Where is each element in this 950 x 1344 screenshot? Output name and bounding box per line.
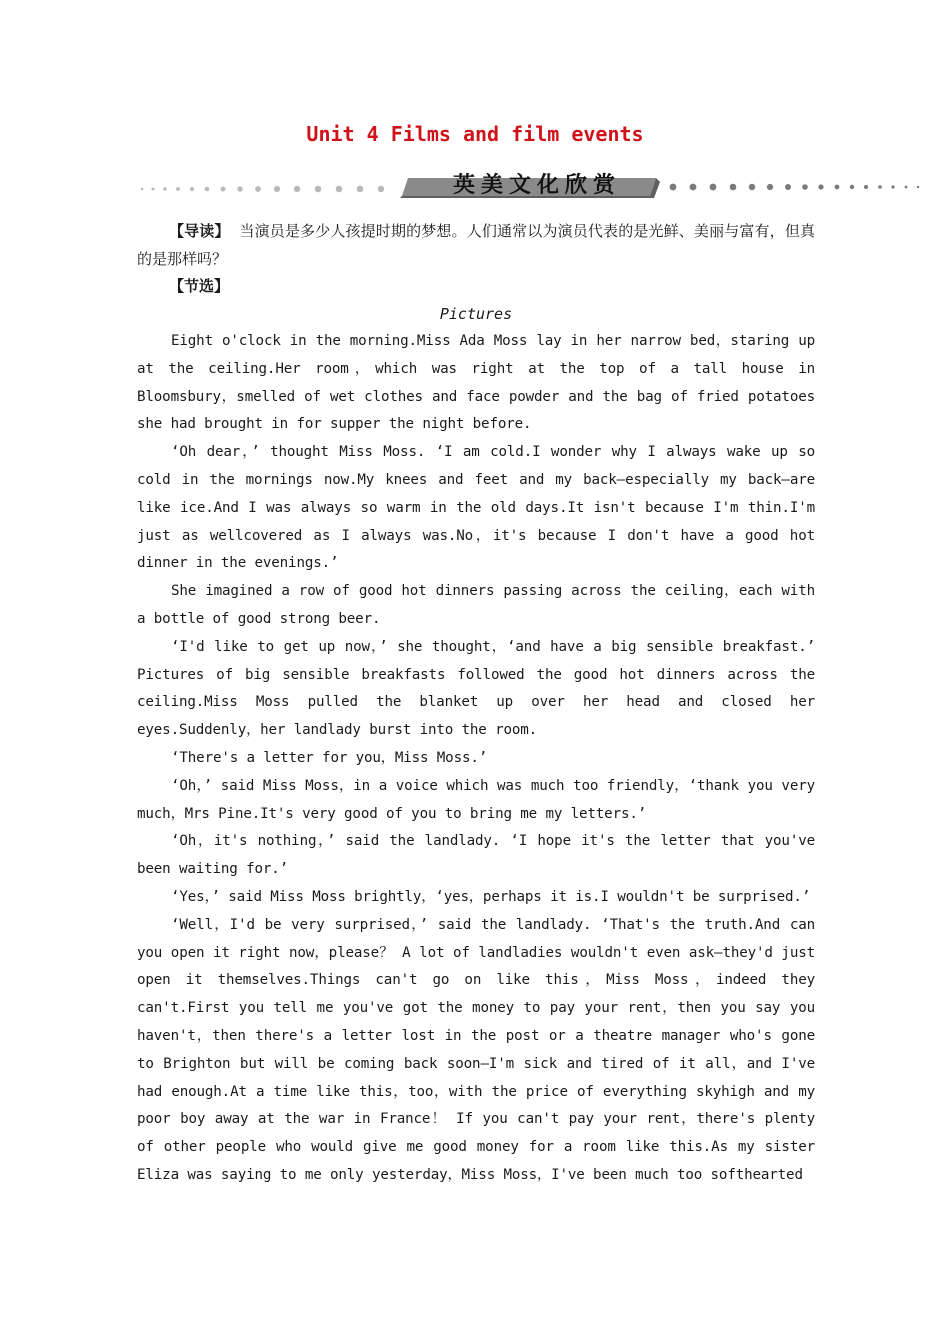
story-paragraph: ‘Oh，’ said Miss Moss，in a voice which was much too friendly，‘thank you very much，Mrs Pine.It's very good of you to bring me my letters.’ [137,777,815,822]
story-paragraph: ‘Oh，it's nothing，’ said the landlady. ‘I hope it's the letter that you've been waiting for.’ [137,833,815,878]
excerpt-tag-line [137,273,815,301]
story-paragraph: ‘There's a letter for you，Miss Moss.’ [171,749,488,766]
story-paragraph: She imagined a row of good hot dinners passing across the ceiling，each with a bottle of good strong beer. [137,583,815,627]
story-paragraph: Eight o'clock in the morning.Miss Ada Moss lay in her narrow bed，staring up at the ceiling.Her room，which was right at the top of a tall house in Bloomsbury，smelled of wet clothes and face powder and the bag of fried potatoes she had brought in for supper the night before. [137,333,815,433]
unit-title: Unit 4 Films and film events [306,122,644,146]
section-banner [138,168,928,198]
excerpt-tag: 【节选】 [169,277,230,295]
story-paragraph: ‘I'd like to get up now，’ she thought，‘and have a big sensible breakfast.’ Pictures of big sensible breakfasts followed the good hot dinners across the ceiling.Miss Moss pulled the blanket up over her head and closed her eyes.Suddenly，her landlady burst into the room. [137,638,815,739]
story-title: Pictures [439,304,513,323]
story-paragraph: ‘Well，I'd be very surprised，’ said the landlady. ‘That's the truth.And can you open it right now，please？ A lot of landladies wouldn't even ask—they'd just open it themselves.Things can't go on like this，Miss Moss，indeed they can't.First you tell me you've got the money to pay your rent，then you say you haven't，then there's a letter lost in the post or a theatre manager who's gone to Brighton but will be coming back soon—I'm sick and tired of it all，and I've had enough.At a time like this，too，with the price of everything skyhigh and my poor boy away at the war in France！ If you can't pay your rent，there's plenty of other people who would give me good money for a room like this.As my sister Eliza was saying to me only yesterday，Miss Moss，I've been much too softhearted [137,916,815,1183]
guide-paragraph [137,218,815,273]
story-paragraph: ‘Oh dear，’ thought Miss Moss. ‘I am cold.I wonder why I always wake up so cold in the mornings now.My knees and feet and my back—especially my back—are like ice.And I was always so warm in the old days.It isn't because I'm thin.I'm just as wellcovered as I always was.No，it's because I don't have a good hot dinner in the evenings.’ [137,444,815,572]
story-paragraph: ‘Yes，’ said Miss Moss brightly，‘yes，perhaps it is.I wouldn't be surprised.’ [171,888,811,905]
guide-tag: 【导读】 [169,222,230,240]
guide-text: 当演员是多少人孩提时期的梦想。人们通常以为演员代表的是光鲜、美丽与富有，但真的是那样吗？ [137,222,815,268]
banner-label: 英美文化欣赏 [452,171,621,198]
article-body [137,218,815,1190]
